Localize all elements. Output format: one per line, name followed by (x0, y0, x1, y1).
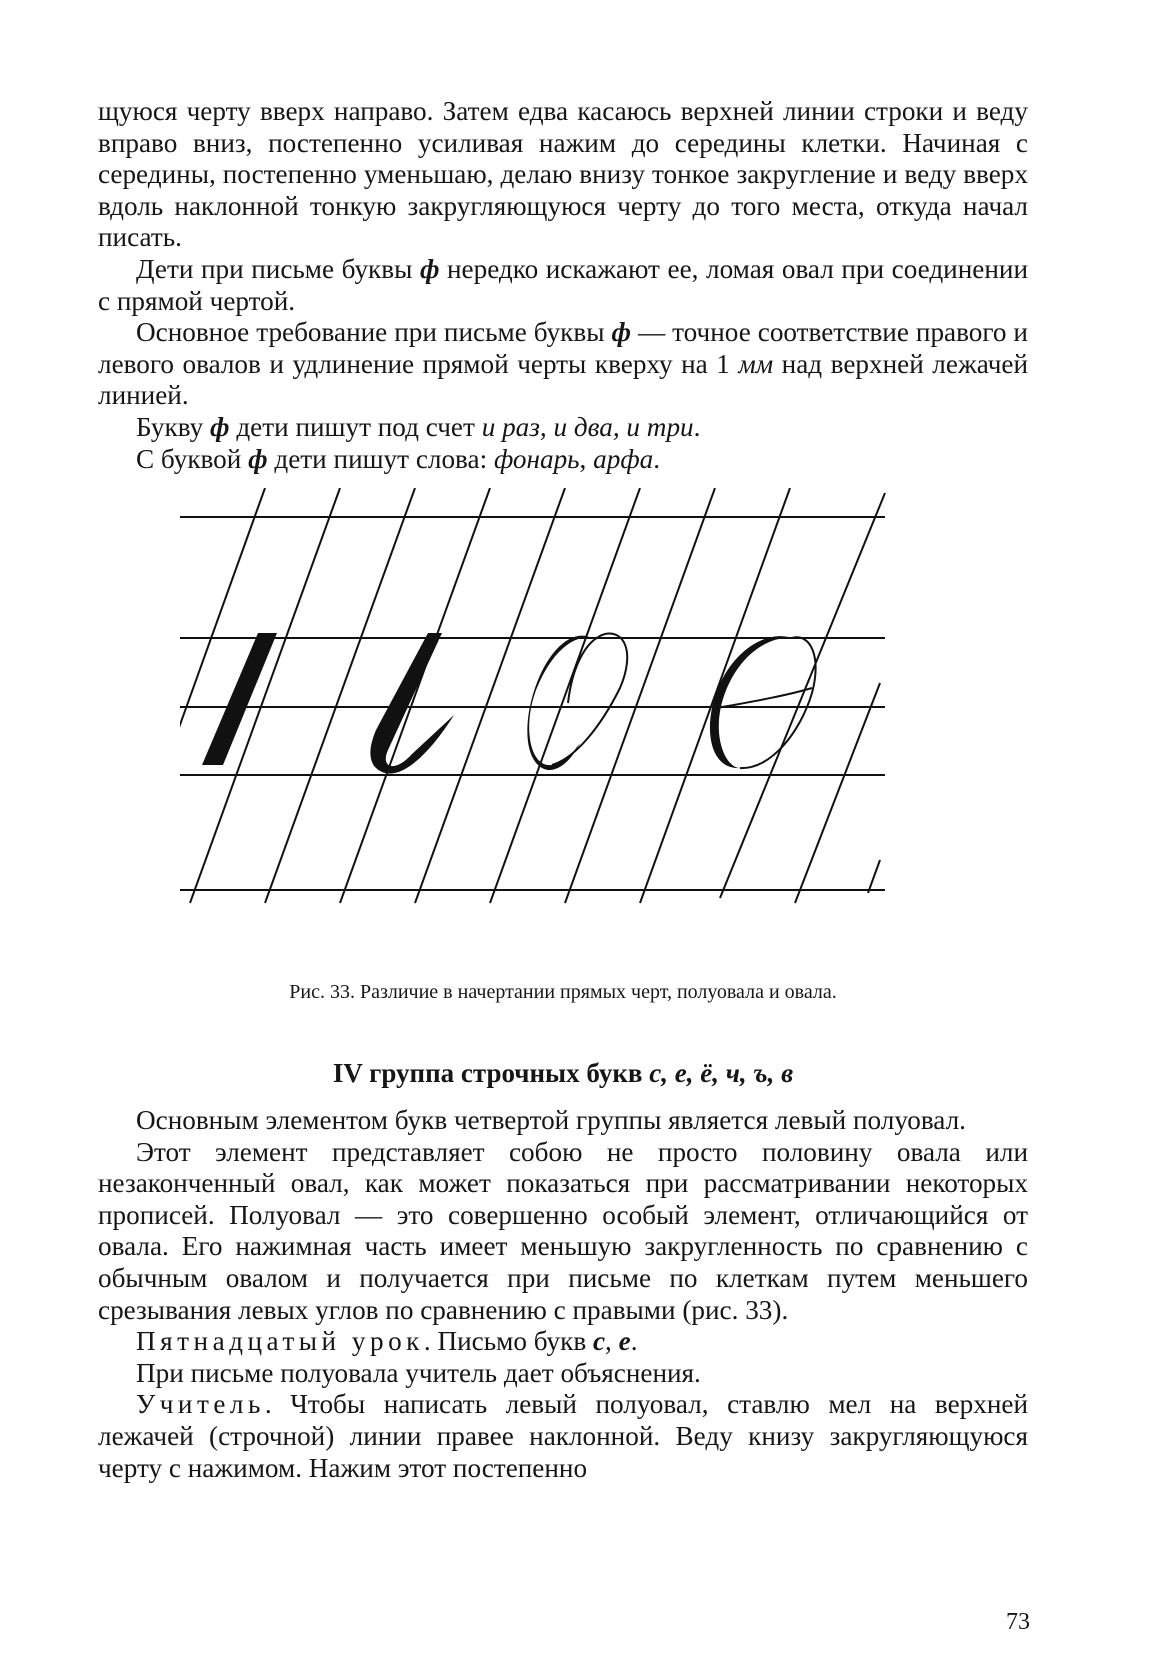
straight-stroke-shape (202, 633, 277, 765)
paragraph-half-oval: Этот элемент представляет собою не просто половину овала или незаконченный овал, как может показаться при рассматривании некоторых прописей. Полуовал — это совершенно особый элемент, отличающийся от овала. Его нажимная часть имеет меньшую закругленность по сравнению с обычным овалом и получается при письме по клеткам путем меньшего срезывания левых углов по сравнению с правыми (рис. 33). (98, 1136, 1028, 1325)
paragraph-count: Букву ф дети пишут под счет и раз, и два, и три. (136, 411, 701, 442)
section-heading: IV группа строчных букв с, е, ё, ч, ъ, в (332, 1058, 794, 1088)
grid-slant-line (565, 488, 715, 903)
grid-slant-line (868, 860, 880, 893)
letter-f: ф (419, 253, 440, 284)
letter-shapes (202, 633, 792, 774)
letter-f: ф (248, 443, 268, 474)
grid-slant-line (415, 488, 565, 903)
lesson-label: Пятнадцатый урок (136, 1326, 424, 1357)
letter-f: ф (210, 411, 230, 442)
figure-caption: Рис. 33. Различие в начертании прямых черт, полуовала и овала. (289, 981, 837, 1003)
grid-slant-line (190, 488, 340, 903)
unit-mm: мм (738, 348, 774, 379)
grid-slant-line (795, 683, 880, 903)
paragraph-words: С буквой ф дети пишут слова: фонарь, арфа. (136, 443, 661, 474)
paragraph-explanation: При письме полуовала учитель дает объяснения. (136, 1357, 701, 1388)
grid-slant-line (265, 488, 415, 903)
letter-s: с (592, 1326, 606, 1357)
letter-f: ф (611, 317, 631, 348)
top-text-block (98, 96, 1028, 475)
word-arfa: арфа (593, 443, 654, 474)
paragraph-lesson: Пятнадцатый урок. Письмо букв с, е. (136, 1326, 638, 1357)
paragraph-teacher: Учитель. Чтобы написать левый полуовал, ставлю мел на верхней лежачей (строчной) линии правее наклонной. Веду книзу закругляющуюся черту с нажимом. Нажим этот постепенно (98, 1389, 1028, 1483)
paragraph-requirement: Основное требование при письме буквы ф — точное соответствие правого и левого овалов и удлинение прямой черты кверху на 1 мм над верхней лежачей линией. (98, 317, 1028, 411)
page-number: 73 (1006, 1609, 1030, 1635)
paragraph-main-element: Основным элементом букв четвертой группы является левый полуовал. (136, 1105, 966, 1135)
grid-slant-line (720, 493, 885, 898)
figure-33-calligraphy-grid (180, 488, 930, 948)
bottom-text-block (98, 1105, 1028, 1484)
letter-e: е (618, 1326, 631, 1357)
teacher-label: Учитель (136, 1389, 265, 1420)
heading-letters: с, е, ё, ч, ъ, в (649, 1058, 794, 1088)
word-fonar: фонарь (493, 443, 580, 474)
oval-right-hairline (740, 637, 816, 768)
paragraph-distortion: Дети при письме буквы ф нередко искажают ее, ломая овал при соединении с прямой чертой. (98, 253, 1028, 316)
grid-slant-line (640, 488, 790, 903)
paragraph-continuation: щуюся черту вверх направо. Затем едва касаюсь верхней линии строки и веду вправо вниз, постепенно усиливая нажим до середины клетки. Начиная с середины, постепенно уменьшаю, делаю внизу тонкое закругление и веду вверх вдоль наклонной тонкую закругляющуюся черту до того места, откуда начал писать. (98, 96, 1028, 253)
grid-slant-line (490, 488, 640, 903)
letter-hairlines (552, 634, 816, 769)
count-phrase: и раз, и два, и три (481, 411, 694, 442)
grid-slant-line (340, 488, 490, 903)
